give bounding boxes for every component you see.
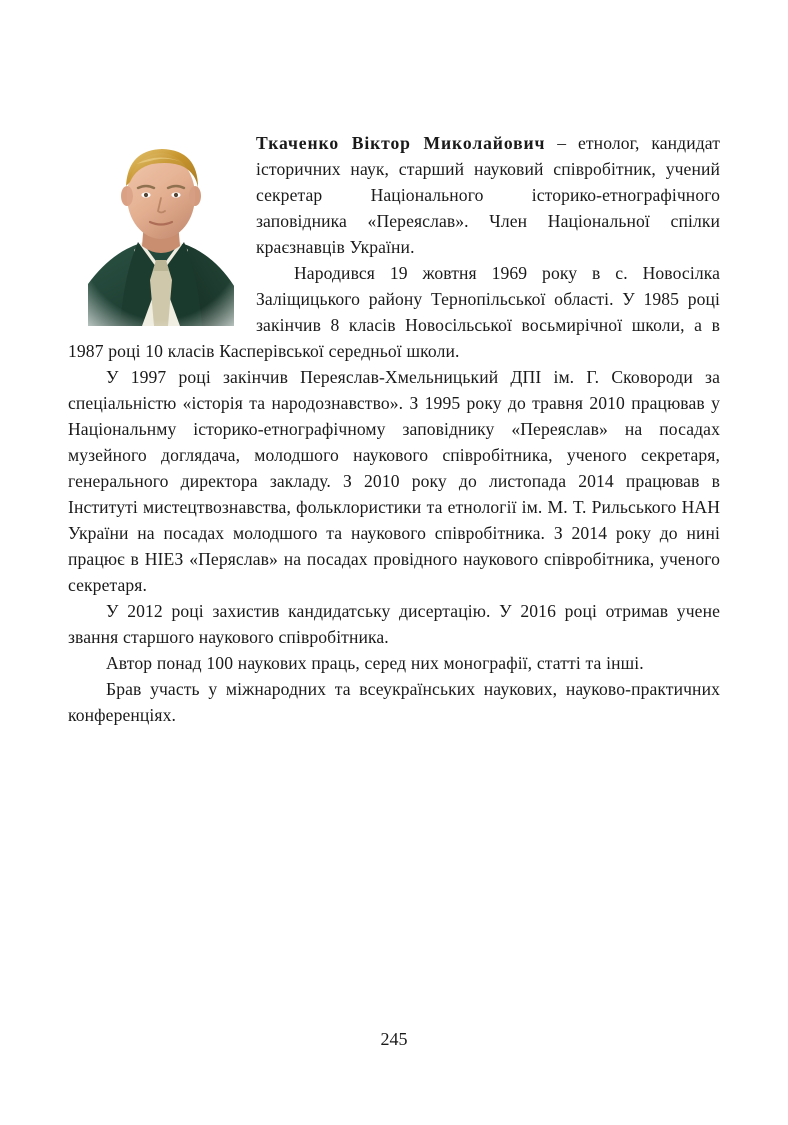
portrait-illustration [80, 134, 242, 326]
paragraph-career: У 1997 році закінчив Переяслав-Хмельницький ДПІ ім. Г. Сковороди за спеціальністю «історія та народознавство». З 1995 року до травня 2010 працював у Національнму історико-етнографічному заповіднику «Переяслав» на посадах музейного доглядача, молодшого наукового співробітника, ученого секретаря, генерального директора закладу. З 2010 року до листопада 2014 працював в Інституті мистецтвознавства, фольклористики та етнології ім. М. Т. Рильського НАН України на посадах молодшого та наукового співробітника. З 2014 року до нині працює в НІЕЗ «Перяслав» на посадах провідного наукового співробітника, ученого секретаря. [68, 367, 720, 595]
article-body [68, 130, 720, 728]
paragraph-publications: Автор понад 100 наукових праць, серед них монографії, статті та інші. [106, 653, 644, 673]
portrait-photo [80, 134, 242, 326]
page-number: 245 [380, 1029, 408, 1049]
paragraph-degrees: У 2012 році захистив кандидатську дисертацію. У 2016 році отримав учене звання старшого наукового співробітника. [68, 601, 720, 647]
lead-paragraph-rest: – етнолог, кандидат історичних наук, старший науковий співробітник, учений секретар Національного історико-етнографічного заповідника «Переяслав». Член Національної спілки краєзнавців України. [256, 133, 720, 257]
person-name: Ткаченко Віктор Миколайович [256, 133, 546, 153]
paragraph-conferences: Брав участь у міжнародних та всеукраїнських наукових, науково-практичних конференціях. [68, 679, 720, 725]
paragraph-birth: Народився 19 жовтня 1969 року в с. Новосілка Заліщицького району Тернопільської області. У 1985 році закінчив 8 класів Новосільської восьмирічної школи, а в 1987 році 10 класів Касперівської середньої школи. [68, 263, 720, 361]
